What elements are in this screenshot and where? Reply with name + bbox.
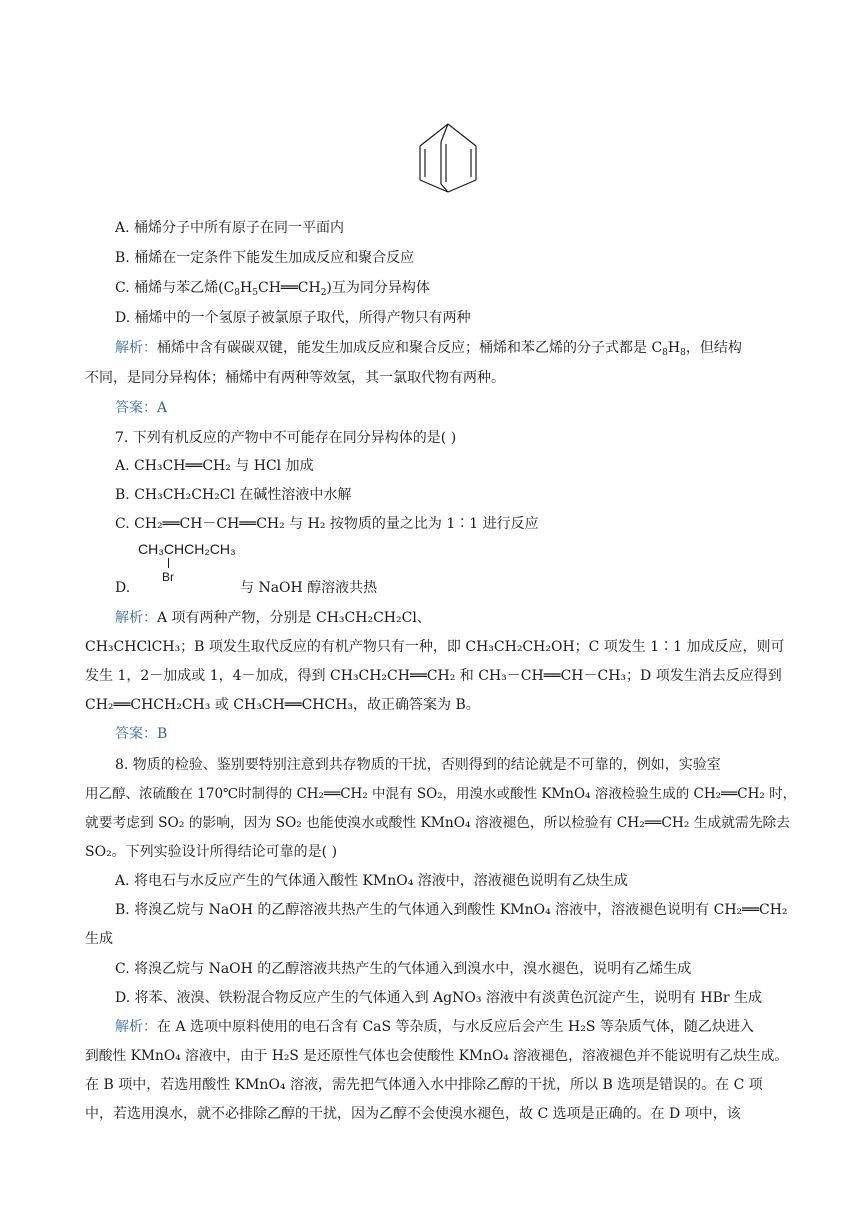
q8-analysis-line-3: 在 B 项中，若选用酸性 KMnO₄ 溶液，需先把气体通入水中排除乙醇的干扰，所以 B 选项是错误的。在 C 项 — [85, 1077, 763, 1093]
q8-option-d: D. 将苯、液溴、铁粉混合物反应产生的气体通入到 AgNO₃ 溶液中有淡黄色沉淀产生，说明有 HBr 生成 — [115, 990, 763, 1006]
bond-line — [168, 558, 169, 568]
q8-option-b-line-2: 生成 — [85, 931, 113, 947]
q7-stem: 7. 下列有机反应的产物中不可能存在同分异构体的是( ) — [115, 430, 457, 446]
q7-option-c: C. CH₂══CH－CH══CH₂ 与 H₂ 按物质的量之比为 1∶1 进行反应 — [115, 516, 539, 532]
q6-analysis-line-1: 解析：桶烯中含有碳碳双键，能发生加成反应和聚合反应；桶烯和苯乙烯的分子式都是 $C_8H_8$，但结构 — [115, 340, 742, 358]
q8-stem-line-2: 用乙醇、浓硫酸在 170℃时制得的 CH₂══CH₂ 中混有 SO₂，用溴水或酸性 KMnO₄ 溶液检验生成的 CH₂══CH₂ 时， — [85, 786, 797, 802]
q7-analysis-line-2: CH₃CHClCH₃；B 项发生取代反应的有机产物只有一种，即 CH₃CH₂CH₂OH；C 项发生 1∶1 加成反应，则可 — [85, 639, 785, 655]
q8-stem-line-3: 就要考虑到 SO₂ 的影响，因为 SO₂ 也能使溴水或酸性 KMnO₄ 溶液褪色，所以检验有 CH₂══CH₂ 生成就需先除去 — [85, 815, 790, 831]
q8-option-c: C. 将溴乙烷与 NaOH 的乙醇溶液共热产生的气体通入到溴水中，溴水褪色，说明有乙烯生成 — [115, 961, 692, 977]
q7-analysis-line-3: 发生 1，2－加成或 1，4－加成，得到 CH₃CH₂CH══CH₂ 和 CH₃－CH══CH－CH₃；D 项发生消去反应得到 — [85, 668, 782, 684]
q7-option-d-label: D. — [115, 580, 131, 596]
bromine-substituent: Br — [162, 570, 174, 584]
q8-option-b-line-1: B. 将溴乙烷与 NaOH 的乙醇溶液共热产生的气体通入到酸性 KMnO₄ 溶液中，溶液褪色说明有 CH₂══CH₂ — [115, 902, 788, 918]
q6-analysis-line-2: 不同，是同分异构体；桶烯中有两种等效氢，其一氯取代物有两种。 — [85, 370, 505, 386]
q6-answer: 答案：A — [115, 400, 168, 416]
answer-label: 答案： — [115, 726, 157, 742]
answer-label: 答案： — [115, 400, 157, 416]
analysis-label: 解析： — [115, 610, 157, 626]
q7-option-a: A. CH₃CH══CH₂ 与 HCl 加成 — [115, 458, 314, 474]
q7-option-d-text: 与 NaOH 醇溶液共热 — [240, 580, 378, 596]
q8-analysis-line-2: 到酸性 KMnO₄ 溶液中，由于 H₂S 是还原性气体也会使酸性 KMnO₄ 溶液褪色，溶液褪色并不能说明有乙炔生成。 — [85, 1048, 789, 1064]
q6-option-d: D. 桶烯中的一个氢原子被氯原子取代，所得产物只有两种 — [115, 310, 471, 326]
q8-analysis-line-1: 解析：在 A 选项中原料使用的电石含有 CaS 等杂质，与水反应后会产生 H₂S 等杂质气体，随乙炔进入 — [115, 1019, 754, 1035]
q8-stem-line-1: 8. 物质的检验、鉴别要特别注意到共存物质的干扰，否则得到的结论就是不可靠的，例如，实验室 — [115, 757, 721, 773]
q8-option-a: A. 将电石与水反应产生的气体通入酸性 KMnO₄ 溶液中，溶液褪色说明有乙炔生成 — [115, 873, 628, 889]
q7-analysis-line-4: CH₂══CHCH₂CH₃ 或 CH₃CH══CHCH₃，故正确答案为 B。 — [85, 697, 480, 713]
q7-answer: 答案：B — [115, 726, 168, 742]
q7-option-b: B. CH₃CH₂CH₂Cl 在碱性溶液中水解 — [115, 487, 352, 503]
q7-analysis-line-1: 解析：A 项有两种产物，分别是 CH₃CH₂CH₂Cl、 — [115, 610, 431, 626]
q6-option-c: C. 桶烯与苯乙烯$(C_8H_5CH══CH_2)$互为同分异构体 — [115, 280, 430, 298]
q6-option-a: A. 桶烯分子中所有原子在同一平面内 — [115, 220, 345, 236]
analysis-label: 解析： — [115, 1019, 157, 1035]
barrelene-structure-diagram — [412, 120, 484, 196]
structure-formula: CH₃CHCH₂CH₃ — [138, 541, 236, 557]
q8-analysis-line-4: 中，若选用溴水，就不必排除乙醇的干扰，因为乙醇不会使溴水褪色，故 C 选项是正确的。在 D 项中，该 — [85, 1106, 741, 1122]
analysis-label: 解析： — [115, 340, 157, 356]
q6-option-b: B. 桶烯在一定条件下能发生加成反应和聚合反应 — [115, 250, 415, 266]
q7-option-d-structure — [138, 540, 236, 584]
q8-stem-line-4: SO₂。下列实验设计所得结论可靠的是( ) — [85, 844, 338, 860]
